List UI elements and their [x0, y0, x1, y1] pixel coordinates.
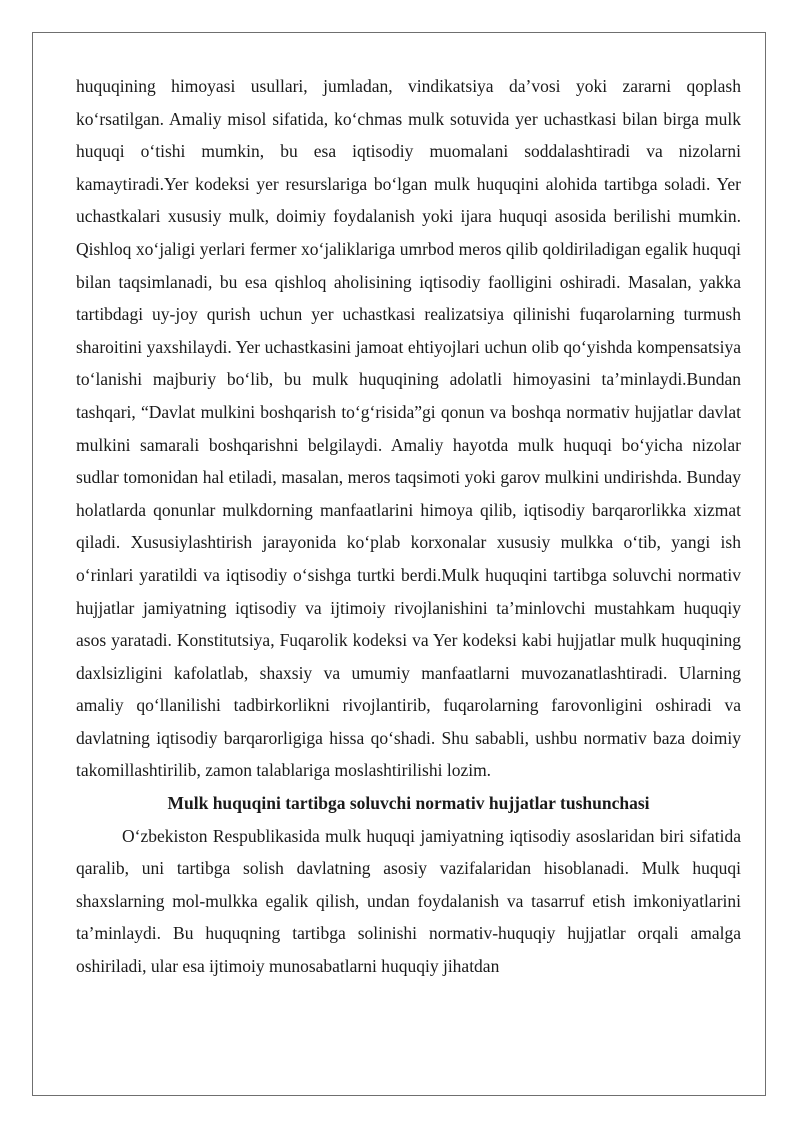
document-body [76, 70, 741, 983]
section-heading: Mulk huquqini tartibga soluvchi normativ hujjatlar tushunchasi [167, 793, 650, 814]
body-paragraph-intro: O‘zbekiston Respublikasida mulk huquqi jamiyatning iqtisodiy asoslaridan biri sifatida qaralib, uni tartibga solish davlatning asosiy vazifalaridan hisoblanadi. Mulk huquqi shaxslarning mol-mulkka egalik qilish, undan foydalanish va tasarruf etish imkoniyatlarini ta’minlaydi. Bu huquqning tartibga solinishi normativ-huquqiy hujjatlar orqali amalga oshiriladi, ular esa ijtimoiy munosabatlarni huquqiy jihatdan [76, 825, 741, 977]
body-paragraph-continued: huquqining himoyasi usullari, jumladan, vindikatsiya da’vosi yoki zararni qoplash ko‘rsatilgan. Amaliy misol sifatida, ko‘chmas mulk sotuvida yer uchastkasi bilan birga mulk huquqi o‘tishi mumkin, bu esa iqtisodiy muomalani soddalashtiradi va nizolarni kamaytiradi.Yer kodeksi yer resurslariga bo‘lgan mulk huquqini alohida tartibga soladi. Yer uchastkalari xususiy mulk, doimiy foydalanish yoki ijara huquqi asosida berilishi mumkin. Qishloq xo‘jaligi yerlari fermer xo‘jaliklariga umrbod meros qilib qoldiriladigan egalik huquqi bilan taqsimlanadi, bu esa qishloq aholisining iqtisodiy faolligini oshiradi. Masalan, yakka tartibdagi uy-joy qurish uchun yer uchastkasi realizatsiya qilinishi fuqarolarning turmush sharoitini yaxshilaydi. Yer uchastkasini jamoat ehtiyojlari uchun olib qo‘yishda kompensatsiya to‘lanishi majburiy bo‘lib, bu mulk huquqining adolatli himoyasini ta’minlaydi.Bundan tashqari, “Davlat mulkini boshqarish to‘g‘risida”gi qonun va boshqa normativ hujjatlar davlat mulkini samarali boshqarishni belgilaydi. Amaliy hayotda mulk huquqi bo‘yicha nizolar sudlar tomonidan hal etiladi, masalan, meros taqsimoti yoki garov mulkini undirishda. Bunday holatlarda qonunlar mulkdorning manfaatlarini himoya qilib, iqtisodiy barqarorlikka xizmat qiladi. Xususiylashtirish jarayonida ko‘plab korxonalar xususiy mulkka o‘tib, yangi ish o‘rinlari yaratildi va iqtisodiy o‘sishga turtki berdi.Mulk huquqini tartibga soluvchi normativ hujjatlar jamiyatning iqtisodiy va ijtimoiy rivojlanishini ta’minlovchi mustahkam huquqiy asos yaratadi. Konstitutsiya, Fuqarolik kodeksi va Yer kodeksi kabi hujjatlar mulk huquqining daxlsizligini kafolatlab, shaxsiy va umumiy manfaatlarni muvozanatlashtiradi. Ularning amaliy qo‘llanilishi tadbirkorlikni rivojlantirib, fuqarolarning farovonligini oshiradi va davlatning iqtisodiy barqarorligiga hissa qo‘shadi. Shu sababli, ushbu normativ baza doimiy takomillashtirilib, zamon talablariga moslashtirilishi lozim. [76, 76, 741, 781]
